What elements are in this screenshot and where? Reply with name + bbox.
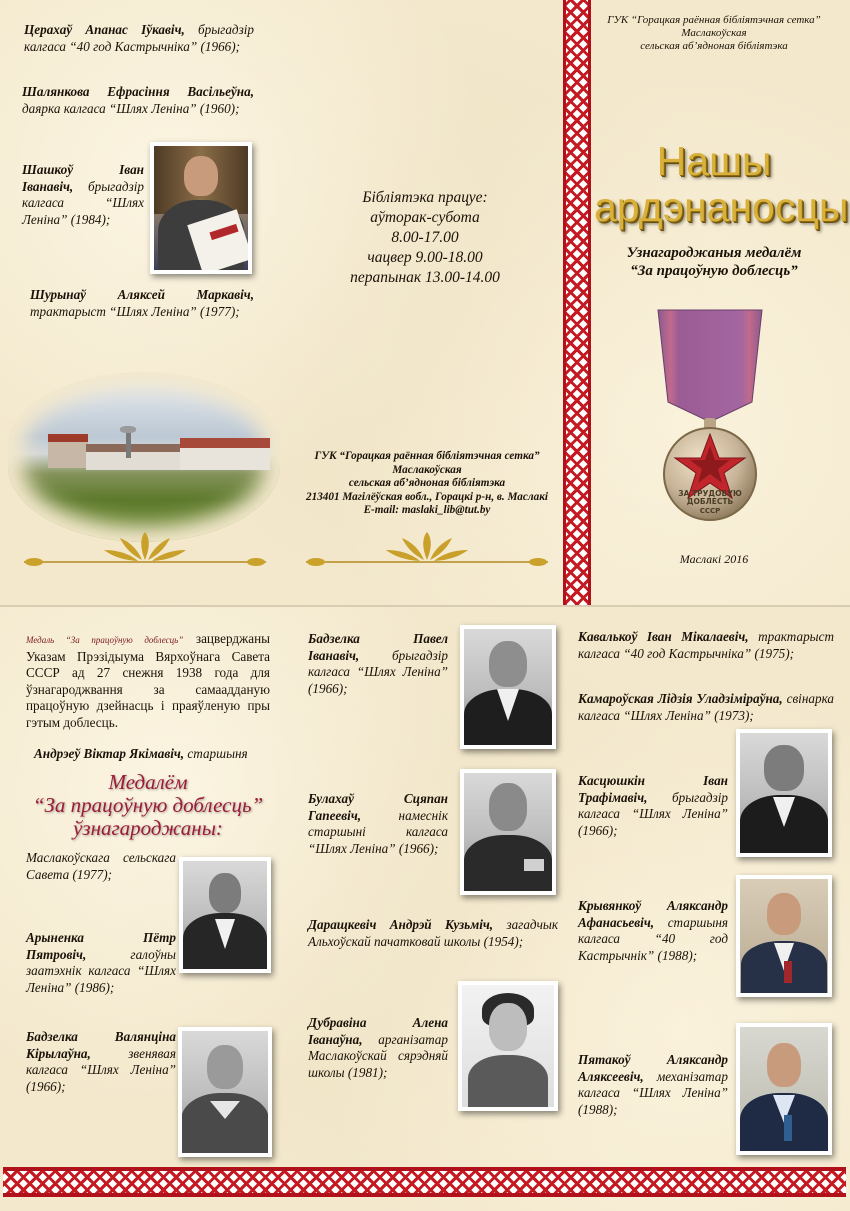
entry-tserakhau: Церахаў Апанас Іўкавіч, брыгадзір калгаса “40 год Кастрычніка” (1966); <box>24 22 254 54</box>
ornament-band-vertical <box>563 0 591 605</box>
brochure-outer-side <box>0 0 850 605</box>
cover-subtitle: Узнагароджаныя медалём “За працоўную доблесць” <box>626 245 802 279</box>
cover-title: Нашы ардэнаносцы <box>594 138 849 230</box>
entry-dubravina: Дубравіна Алена Іванаўна, арганізатар Маслакоўскай сярэдняй школы (1981); <box>308 1015 448 1080</box>
entry-kavalkou: Кавалькоў Іван Мікалаевіч, трактарыст калгаса “40 год Кастрычніка” (1975); <box>578 629 834 661</box>
medal-text-line3: СССР <box>699 507 721 515</box>
photo-dubravina <box>458 981 558 1111</box>
awarded-heading: Медалём “За працоўную доблесць” ўзнагароджаны: <box>32 770 264 840</box>
library-address: ГУК “Горацкая раённая бібліятэчная сетка” Маслакоўская сельская аб’ядноная бібліятэка 213401 Магілёўская вобл., Горацкі р-н, в. Маслакі E-mail: maslaki_lib@tut.by <box>296 450 558 518</box>
photo-andreeu <box>179 857 271 973</box>
intro-paragraph: Медаль “За працоўную доблесць” зацверджаны Указам Прэзідыума Вярхоўнага Савета СССР ад 27 снежня 1938 года для ўзнагароджвання за самаадданую працоўную дзейнасць і праяўленую пры гэтым доблесць. <box>26 631 270 730</box>
brochure-inner-side <box>0 607 850 1211</box>
entry-andreeu: Андрэеў Віктар Якімавіч, старшыня <box>34 746 248 761</box>
ornament-band-horizontal <box>3 1167 846 1197</box>
entry-shalyankova: Шалянкова Ефрасіння Васільеўна, даярка калгаса “Шлях Леніна” (1960); <box>22 84 254 116</box>
intro-script-title: Медаль “За працоўную доблесць” <box>26 635 184 645</box>
photo-kryvyankou <box>736 875 832 997</box>
medal-text-line2: ДОБЛЕСТЬ <box>686 497 734 506</box>
photo-kastsyushkin <box>736 729 832 857</box>
farm-landscape-image <box>8 372 280 542</box>
entry-shurynau: Шурынаў Аляксей Маркавіч, трактарыст “Шлях Леніна” (1977); <box>30 287 254 319</box>
entry-badzelka-valyantsina: Бадзелка Валянціна Кірылаўна, звенявая калгаса “Шлях Леніна” (1966); <box>26 1029 176 1094</box>
entry-pyatakou: Пятакоў Аляксандр Аляксеевіч, механізатар калгаса “Шлях Леніна” (1988); <box>578 1052 728 1117</box>
wheat-ornament-middle <box>296 530 558 570</box>
medal-text-line1: ЗА ТРУДОВУЮ <box>678 489 742 498</box>
entry-kamarouskaya: Камароўская Лідзія Уладзіміраўна, свінарка калгаса “Шлях Леніна” (1973); <box>578 691 835 723</box>
entry-darashkevich: Даращкевіч Андрэй Кузьміч, загадчык Альхоўскай пачатковай школы (1954); <box>308 917 558 949</box>
photo-shashkou <box>150 142 252 274</box>
photo-badzelka-pavel <box>460 625 556 749</box>
entry-badzelka-pavel: Бадзелка Павел Іванавіч, брыгадзір калгаса “Шлях Леніна” (1966); <box>308 631 448 696</box>
entry-andreeu-cont: Маслакоўскага сельскага Савета (1977); <box>26 850 176 882</box>
cover-footer: Маслакі 2016 <box>679 552 749 566</box>
photo-badzelka-valyantsina <box>178 1027 272 1157</box>
entry-arynenka: Арыненка Пётр Пятровіч, галоўны заатэхнік калгаса “Шлях Леніна” (1986); <box>26 930 176 995</box>
cover-header: ГУК “Горацкая раённая бібліятэчная сетка” Маслакоўская сельская аб’ядноная бібліятэка <box>607 14 821 52</box>
medal-labor-valor-image <box>650 302 770 524</box>
entry-kryvyankou: Крывянкоў Аляксандр Афанасьевіч, старшыня калгаса “40 год Кастрычнік” (1988); <box>578 898 728 963</box>
entry-bulakhau: Булахаў Сцяпан Гапеевіч, намеснік старшыні калгаса “Шлях Леніна” (1966); <box>308 791 448 856</box>
entry-shashkou: Шашкоў Іван Іванавіч, брыгадзір калгаса “Шлях Леніна” (1984); <box>22 162 144 227</box>
wheat-ornament-left <box>14 530 276 570</box>
entry-kastsyushkin: Касцюшкін Іван Трафімавіч, брыгадзір калгаса “Шлях Леніна” (1966); <box>578 773 728 838</box>
library-hours: Бібліятэка працуе: аўторак-субота 8.00-17.00 чацвер 9.00-18.00 перапынак 13.00-14.00 <box>350 189 500 286</box>
library-email: E-mail: maslaki_lib@tut.by <box>363 504 491 516</box>
photo-bulakhau <box>460 769 556 895</box>
photo-pyatakou <box>736 1023 832 1155</box>
